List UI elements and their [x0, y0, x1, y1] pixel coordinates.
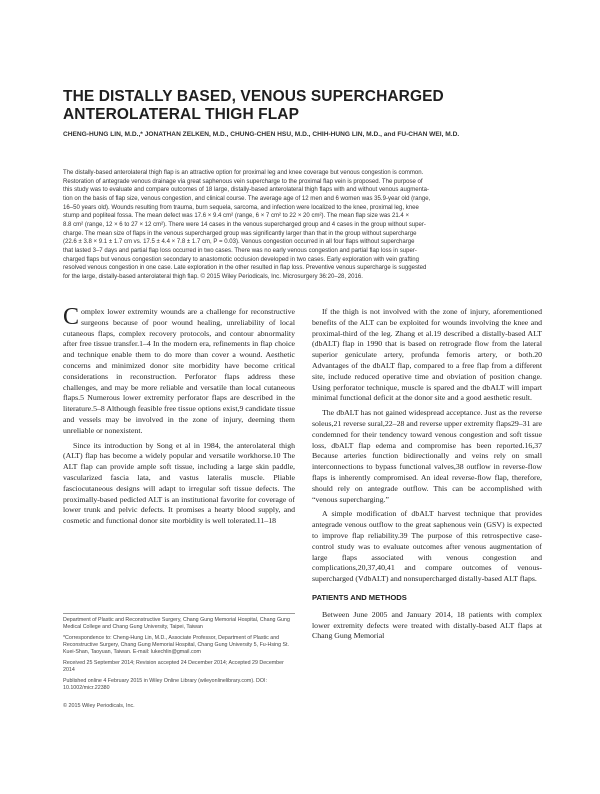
drop-cap: C [63, 304, 80, 330]
intro-paragraph-5: A simple modification of dbALT harvest technique that provides antegrade venous outflow to the great saphenous vein (GSV) is expected to improve flap reliability.39 The purpose of this retrospective case-control study was to evaluate outcomes after venous augmentation of large flaps associated with venous congestion and complications,20,37,40,41 and compare outcomes of venous-supercharged (VdbALT) and nonsupercharged distally-based ALT flaps. [312, 509, 542, 584]
correspondence-footnote: *Correspondence to: Cheng-Hung Lin, M.D., Associate Professor, Department of Plastic and Reconstructive Surgery, Chang Gung Memorial Hospital, Chang Gung University 5, Fu-Hsing St. Kuei-Shan, Taoyuan, Taiwan. E-mail: lukechlin@gmail.com [63, 635, 289, 655]
intro-paragraph-4: The dbALT has not gained widespread acceptance. Just as the reverse soleus,21 reverse sural,22–28 and reverse upper extremity flaps29–31 are condemned for their tendency toward venous congestion and soft tissue loss, dbALT flap edema and compromise has been reported.16,37 Because arteries function bidirectionally and veins rely on small interconnections to bypass functional valves,38 outflow in reverse-flow flaps is inherently compromised. An ideal reverse-flow flap, therefore, should rely on antegrade outflow. This can be accomplished with “venous supercharging.” [312, 408, 542, 504]
intro-paragraph-2: Since its introduction by Song et al in 1984, the anterolateral thigh (ALT) flap has become a widely popular and versatile workhorse.10 The ALT flap can provide ample soft tissue, including a large skin paddle, vascularized fascia lata, and vastus lateralis muscle. Pliable fasciocutaneous designs will adapt to irregular soft tissue defects. The proximally-based pedicled ALT is an institutional favorite for coverage of lower trunk and pelvic defects. It promises a hearty blood supply, and cosmetic and functional donor site morbidity is well tolerated.11–18 [63, 440, 295, 526]
body-column-left [63, 304, 295, 527]
article-title [63, 88, 543, 124]
title-line-2: ANTEROLATERAL THIGH FLAP [63, 106, 300, 123]
abstract-line: that lasted 3–7 days and partial flap loss occurred in two cases. There was no early venous congestion and partial flap loss in super- [63, 247, 417, 254]
footnote-divider [63, 613, 295, 614]
intro-paragraph-1-text: omplex lower extremity wounds are a challenge for reconstructive surgeons because of poor wound healing, unreliability of local cutaneous flaps, complex recovery protocols, and contour abnormality after free tissue transfer.1–4 In the modern era, refinements in flap choice and technique enable them to do more than cover a wound. Aesthetic concerns and minimized donor site morbidity have become critical considerations in reconstruction. Perforator flaps address these challenges, and may be more reliable and versatile than local cutaneous flaps.5 Numerous lower extremity perforator flaps are described in the literature.5–8 Although feasible free tissue options exist,9 candidate tissue and vessels may be involved in the zone of injury, deeming them unreliable or nonexistent. [63, 307, 295, 435]
published-footnote: Published online 4 February 2015 in Wiley Online Library (wileyonlinelibrary.com). DOI: 10.1002/micr.22380 [63, 678, 267, 691]
intro-paragraph-3: If the thigh is not involved with the zone of injury, aforementioned benefits of the ALT can be exploited for wounds involving the knee and proximal-third of the leg. Zhang et al.19 described a distally-based ALT (dbALT) flap in 1990 that is based on retrograde flow from the lateral superior geniculate artery, profunda femoris artery, or both.20 Advantages of the dbALT flap, compared to a free flap from a different site, include reduced operative time and obviation of position change. Using perforator technique, muscle is spared and the dbALT will impart minimal functional deficit at the donor site and a good aesthetic result. [312, 307, 542, 403]
abstract-line: The distally-based anterolateral thigh flap is an attractive option for proximal leg and knee coverage but venous congestion is common. [63, 170, 424, 176]
abstract-line: for the large, distally-based anterolateral thigh flap. © 2015 Wiley Periodicals, Inc. Microsurgery 36:20–28, 2016. [63, 273, 363, 280]
abstract-line: 16–50 years old). Wounds resulting from trauma, burn sequela, sarcoma, and infection were localized to the knee, proximal leg, knee [63, 204, 419, 211]
footnotes [63, 617, 293, 696]
abstract-line: (22.6 ± 3.8 × 9.1 ± 1.7 cm vs. 17.5 ± 4.4 × 7.8 ± 1.7 cm, P = 0.03). Venous congestion occurred in all four flaps without supercharge [63, 239, 415, 246]
abstract-line: resolved venous congestion in one case. Late exploration in the other resulted in flap loss. Preventive venous supercharge is suggested [63, 265, 427, 272]
abstract-line: 8.8 cm² (range, 12 × 6 to 27 × 12 cm²). There were 14 cases in the venous supercharged group and 4 cases in the group without super- [63, 221, 426, 228]
title-line-1: THE DISTALLY BASED, VENOUS SUPERCHARGED [63, 88, 444, 105]
intro-paragraph-1 [63, 304, 295, 437]
affiliation-footnote: Department of Plastic and Reconstructive Surgery, Chang Gung Memorial Hospital, Chang Gung Medical College and Chang Gung University, Taipei, Taiwan [63, 617, 290, 630]
abstract-line: charged flaps but venous congestion secondary to anastomotic occlusion developed in two cases. Early exploration with vein grafting [63, 256, 419, 263]
author-list: CHENG-HUNG LIN, M.D.,* JONATHAN ZELKEN, M.D., CHUNG-CHEN HSU, M.D., CHIH-HUNG LIN, M.D., and FU-CHAN WEI, M.D. [63, 131, 460, 138]
abstract [63, 169, 539, 282]
abstract-line: Restoration of antegrade venous drainage via great saphenous vein supercharge to the proximal flap vein is proposed. The purpose of [63, 178, 423, 185]
methods-paragraph-1: Between June 2005 and January 2014, 18 patients with complex lower extremity defects were treated with distally-based ALT flaps at Chang Gung Memorial [312, 609, 542, 641]
abstract-line: stump and popliteal fossa. The mean defect was 17.6 × 9.4 cm² (range, 6 × 7 cm² to 22 × 20 cm²). The mean flap size was 21.4 × [63, 213, 409, 220]
abstract-line: charge. The mean size of flaps in the venous supercharged group was significantly larger than that in the group without supercharge [63, 230, 417, 237]
copyright-notice: © 2015 Wiley Periodicals, Inc. [63, 703, 135, 709]
received-footnote: Received 25 September 2014; Revision accepted 24 December 2014; Accepted 29 December 2014 [63, 660, 284, 673]
abstract-line: this study was to evaluate and compare outcomes of 18 large, distally-based anterolateral thigh flaps with and without venous augmenta- [63, 187, 430, 194]
abstract-line: tion on the basis of flap size, venous congestion, and clinical course. The average age of 12 men and 6 women was 35.9-year old (range, [63, 195, 431, 202]
section-heading: PATIENTS AND METHODS [312, 592, 407, 602]
body-column-right [312, 307, 542, 642]
